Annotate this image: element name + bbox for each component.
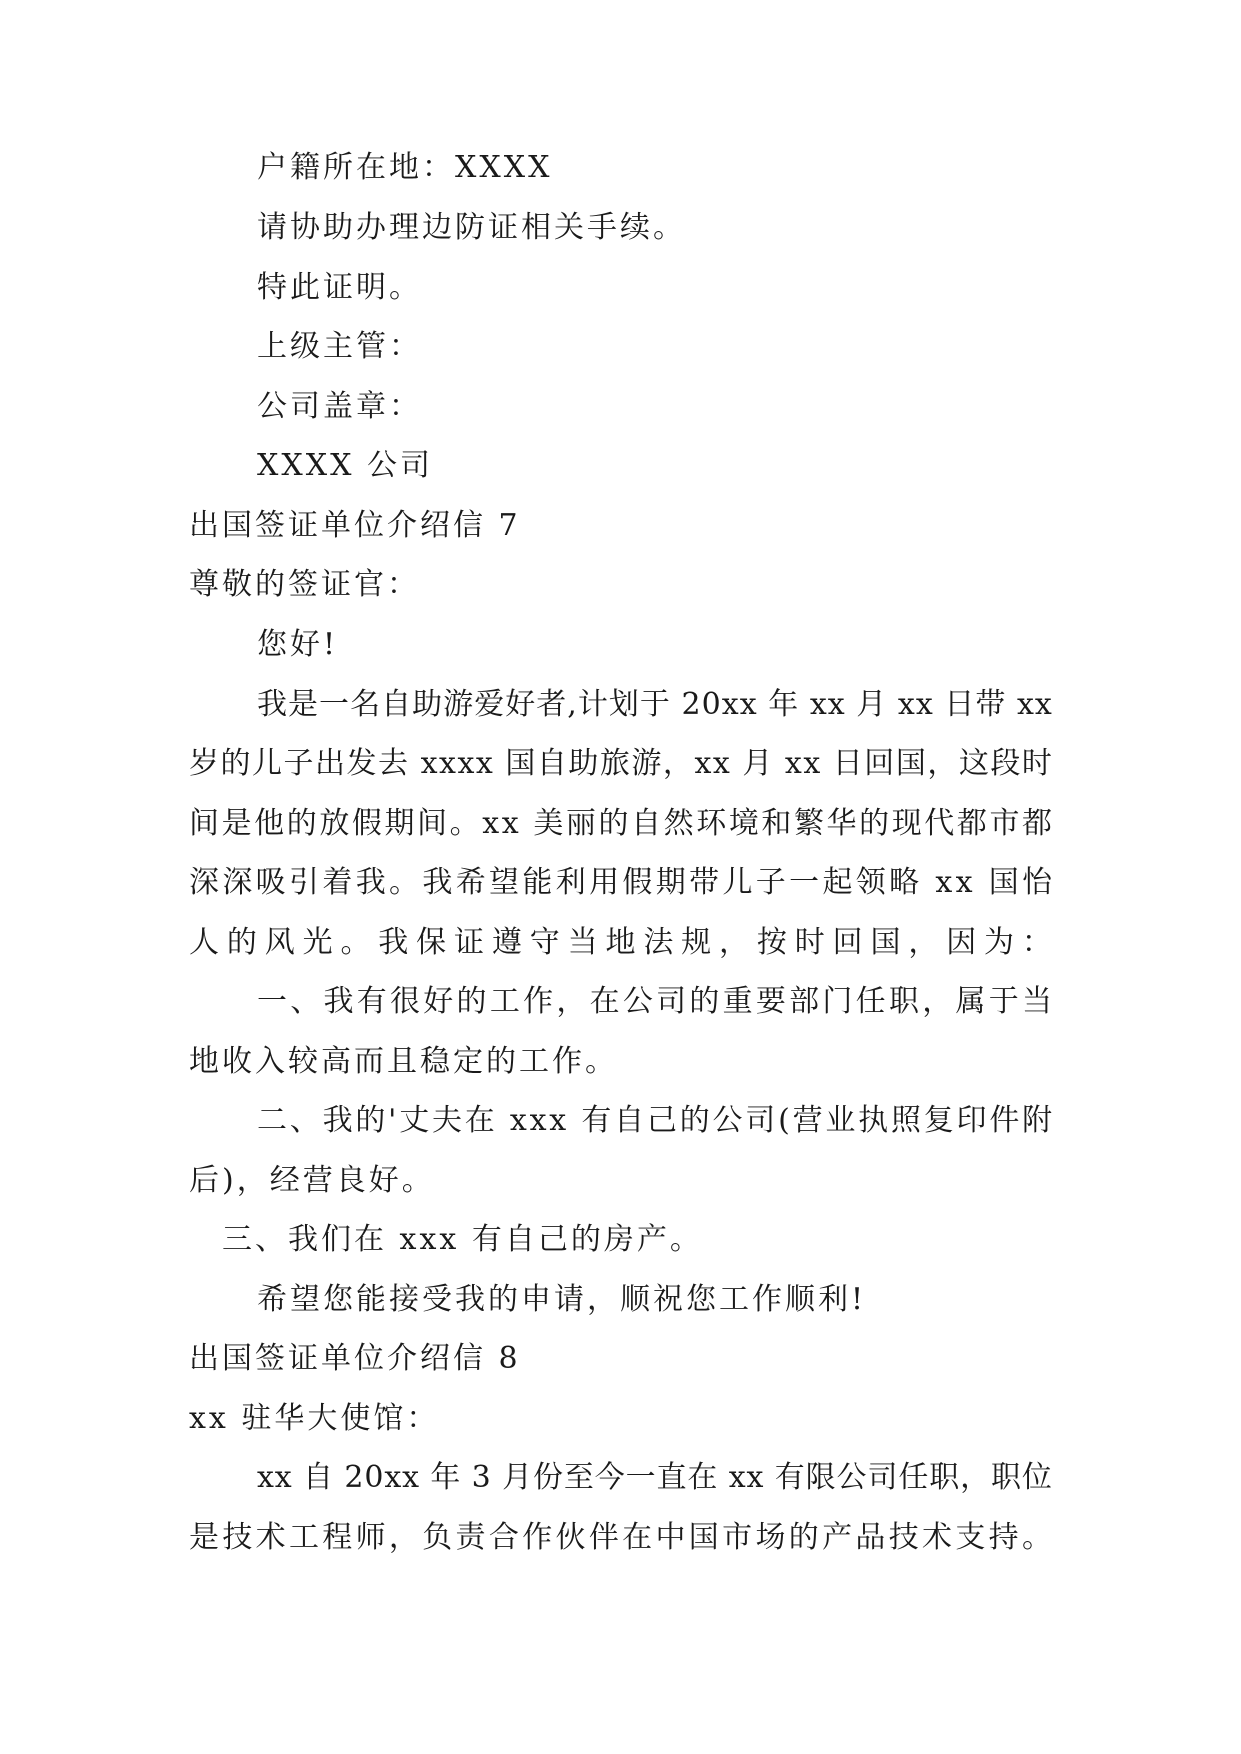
letter-7-paragraph-line: 深深吸引着我。我希望能利用假期带儿子一起领略 xx 国怡 bbox=[189, 865, 1056, 900]
reason-two-line: 二、我的'丈夫在 xxx 有自己的公司(营业执照复印件附 bbox=[257, 1103, 1055, 1138]
certification-line: 特此证明。 bbox=[257, 270, 422, 305]
letter-7-paragraph-line: 人的风光。我保证遵守当地法规，按时回国，因为： bbox=[189, 925, 1060, 960]
letter-8-paragraph-line: xx 自 20xx 年 3 月份至今一直在 xx 有限公司任职，职位 bbox=[257, 1460, 1053, 1495]
letter-7-paragraph-line: 我是一名自助游爱好者,计划于 20xx 年 xx 月 xx 日带 xx bbox=[257, 687, 1053, 722]
letter-8-addressee: xx 驻华大使馆： bbox=[189, 1401, 440, 1436]
supervisor-signature-line: 上级主管： bbox=[257, 329, 422, 364]
border-permit-request-line: 请协助办理边防证相关手续。 bbox=[257, 210, 686, 245]
letter-7-paragraph-line: 间是他的放假期间。xx 美丽的自然环境和繁华的现代都市都 bbox=[189, 806, 1055, 841]
letter-7-paragraph-line: 岁的儿子出发去 xxxx 国自助旅游，xx 月 xx 日回国，这段时 bbox=[189, 746, 1054, 781]
closing-wish-line: 希望您能接受我的申请，顺祝您工作顺利! bbox=[257, 1282, 867, 1317]
letter-7-greeting: 您好! bbox=[257, 627, 339, 662]
letter-7-salutation: 尊敬的签证官： bbox=[189, 567, 420, 602]
household-registration-line: 户籍所在地：XXXX bbox=[257, 150, 553, 185]
letter-8-heading: 出国签证单位介绍信 8 bbox=[189, 1341, 521, 1376]
company-name-line: XXXX 公司 bbox=[257, 448, 433, 483]
letter-7-heading: 出国签证单位介绍信 7 bbox=[189, 508, 521, 543]
letter-8-paragraph-line: 是技术工程师，负责合作伙伴在中国市场的产品技术支持。 bbox=[189, 1520, 1056, 1555]
reason-one-line: 地收入较高而且稳定的工作。 bbox=[189, 1044, 618, 1079]
reason-two-line: 后)，经营良好。 bbox=[189, 1163, 435, 1198]
company-seal-line: 公司盖章： bbox=[257, 389, 422, 424]
reason-one-line: 一、我有很好的工作，在公司的重要部门任职，属于当 bbox=[257, 984, 1056, 1019]
reason-three-line: 三、我们在 xxx 有自己的房产。 bbox=[222, 1222, 703, 1257]
